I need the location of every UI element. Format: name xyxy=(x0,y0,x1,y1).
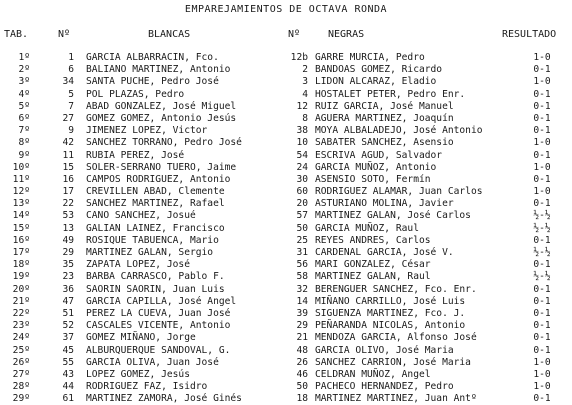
table-row xyxy=(0,223,572,235)
table-number: 19º xyxy=(12,271,30,283)
result: ½-½ xyxy=(533,222,551,234)
white-player: BARBA CARRASCO, Pablo F. xyxy=(86,271,225,283)
header-white: BLANCAS xyxy=(148,29,191,40)
header-no2: Nº xyxy=(288,29,301,40)
table-row xyxy=(0,345,572,357)
table-row xyxy=(0,210,572,222)
table-row xyxy=(0,76,572,88)
black-player: MARTINEZ GALAN, Raul xyxy=(315,271,431,283)
result: 1-0 xyxy=(533,381,551,393)
black-player: PEÑARANDA NICOLAS, Antonio xyxy=(315,320,466,332)
black-player: LIDON ALCARAZ, Eladio xyxy=(315,76,437,88)
black-number: 58 xyxy=(296,271,308,283)
result: 0-1 xyxy=(533,64,551,76)
white-player: GARCIA ALBARRACIN, Fco. xyxy=(86,52,219,63)
white-player: POL PLAZAS, Pedro xyxy=(86,88,185,100)
black-player: GARCIA MUÑOZ, Raul xyxy=(315,222,419,234)
white-player: SANCHEZ TORRANO, Pedro José xyxy=(86,137,242,149)
black-number: 54 xyxy=(296,149,308,161)
table-row xyxy=(0,52,572,64)
black-player: RODRIGUEZ ALAMAR, Juan Carlos xyxy=(315,186,483,198)
white-number: 9 xyxy=(68,125,74,137)
black-number: 60 xyxy=(296,186,308,198)
table-number: 27º xyxy=(12,368,30,380)
white-number: 55 xyxy=(62,356,74,368)
white-player: ZAPATA LOPEZ, José xyxy=(86,259,190,271)
white-player: GOMEZ MIÑANO, Jorge xyxy=(86,332,196,344)
white-player: SOLER-SERRANO TUERO, Jaime xyxy=(86,161,237,173)
white-player: CREVILLEN ABAD, Clemente xyxy=(86,186,225,198)
result: 0-1 xyxy=(533,332,551,344)
black-player: MOYA ALBALADEJO, José Antonio xyxy=(315,125,483,137)
black-player: GARRE MURCIA, Pedro xyxy=(315,52,425,63)
white-number: 36 xyxy=(62,283,74,295)
table-number: 8º xyxy=(18,137,30,149)
white-player: ABAD GONZALEZ, José Miguel xyxy=(86,100,237,112)
table-row xyxy=(0,332,572,344)
table-number: 24º xyxy=(12,332,30,344)
result: 0-1 xyxy=(533,283,551,295)
black-player: GARCIA OLIVO, José Maria xyxy=(315,344,454,356)
white-number: 11 xyxy=(62,149,74,161)
white-player: CASCALES VICENTE, Antonio xyxy=(86,320,231,332)
white-number: 47 xyxy=(62,295,74,307)
white-number: 17 xyxy=(62,186,74,198)
black-number: 20 xyxy=(296,198,308,210)
black-number: 12 xyxy=(296,100,308,112)
white-player: GARCIA OLIVA, Juan José xyxy=(86,356,219,368)
result: 1-0 xyxy=(533,161,551,173)
table-number: 10º xyxy=(12,161,30,173)
table-row xyxy=(0,381,572,393)
white-number: 22 xyxy=(62,198,74,210)
table-row xyxy=(0,235,572,247)
white-number: 34 xyxy=(62,76,74,88)
white-number: 1 xyxy=(68,52,74,63)
page-title: EMPAREJAMIENTOS DE OCTAVA RONDA xyxy=(184,4,388,15)
result: 1-0 xyxy=(533,356,551,368)
black-number: 4 xyxy=(302,88,308,100)
white-number: 7 xyxy=(68,100,74,112)
table-row xyxy=(0,186,572,198)
black-player: MARTINEZ GALAN, José Carlos xyxy=(315,210,471,222)
table-row xyxy=(0,150,572,162)
black-player: MARI GONZALEZ, César xyxy=(315,259,431,271)
black-player: REYES ANDRES, Carlos xyxy=(315,234,431,246)
white-number: 27 xyxy=(62,112,74,124)
table-row xyxy=(0,357,572,369)
result: 0-1 xyxy=(533,125,551,137)
table-row xyxy=(0,284,572,296)
result: 0-1 xyxy=(533,234,551,246)
black-player: SANCHEZ CARRION, José Maria xyxy=(315,356,471,368)
result: 1-0 xyxy=(533,186,551,198)
table-number: 3º xyxy=(18,76,30,88)
white-number: 51 xyxy=(62,307,74,319)
result: 1-0 xyxy=(533,368,551,380)
white-player: GALIAN LAINEZ, Francisco xyxy=(86,222,225,234)
black-player: BERENGUER SANCHEZ, Fco. Enr. xyxy=(315,283,477,295)
result: ½-½ xyxy=(533,247,551,258)
white-player: SANCHEZ MARTINEZ, Rafael xyxy=(86,198,225,210)
black-player: ASTURIANO MOLINA, Javier xyxy=(315,198,454,210)
table-number: 15º xyxy=(12,222,30,234)
black-number: 30 xyxy=(296,173,308,185)
table-number: 18º xyxy=(12,259,30,271)
white-player: PEREZ LA CUEVA, Juan José xyxy=(86,307,231,319)
pairings-table xyxy=(0,52,572,405)
black-number: 32 xyxy=(296,283,308,295)
white-number: 42 xyxy=(62,137,74,149)
white-number: 15 xyxy=(62,161,74,173)
table-number: 17º xyxy=(12,247,30,258)
table-row xyxy=(0,101,572,113)
table-number: 28º xyxy=(12,381,30,393)
white-number: 44 xyxy=(62,381,74,393)
table-number: 11º xyxy=(12,173,30,185)
table-row xyxy=(0,162,572,174)
black-number: 10 xyxy=(296,137,308,149)
table-number: 5º xyxy=(18,100,30,112)
result: 0-1 xyxy=(533,320,551,332)
result: 1-0 xyxy=(533,137,551,149)
white-number: 53 xyxy=(62,210,74,222)
table-number: 2º xyxy=(18,64,30,76)
table-number: 12º xyxy=(12,186,30,198)
result: 0-1 xyxy=(533,259,551,271)
table-number: 14º xyxy=(12,210,30,222)
black-player: GARCIA MUÑOZ, Antonio xyxy=(315,161,437,173)
table-number: 21º xyxy=(12,295,30,307)
table-row xyxy=(0,198,572,210)
table-number: 6º xyxy=(18,112,30,124)
result: 1-0 xyxy=(533,76,551,88)
black-number: 46 xyxy=(296,368,308,380)
white-player: GARCIA CAPILLA, José Angel xyxy=(86,295,237,307)
table-number: 23º xyxy=(12,320,30,332)
black-number: 18 xyxy=(296,393,308,405)
black-player: ESCRIVA AGUD, Salvador xyxy=(315,149,443,161)
white-number: 6 xyxy=(68,64,74,76)
black-player: SIGUENZA MARTINEZ, Fco. J. xyxy=(315,307,466,319)
table-row xyxy=(0,308,572,320)
black-number: 14 xyxy=(296,295,308,307)
result: 0-1 xyxy=(533,173,551,185)
header-black: NEGRAS xyxy=(328,29,365,40)
table-number: 25º xyxy=(12,344,30,356)
black-player: AGUERA MARTINEZ, Joaquín xyxy=(315,112,454,124)
black-number: 8 xyxy=(302,112,308,124)
white-player: MARTINEZ GALAN, Sergio xyxy=(86,247,214,258)
table-row xyxy=(0,64,572,76)
result: 0-1 xyxy=(533,149,551,161)
white-number: 29 xyxy=(62,247,74,258)
result: 0-1 xyxy=(533,88,551,100)
table-number: 22º xyxy=(12,307,30,319)
black-number: 56 xyxy=(296,259,308,271)
table-row xyxy=(0,296,572,308)
black-number: 21 xyxy=(296,332,308,344)
table-number: 26º xyxy=(12,356,30,368)
black-number: 2 xyxy=(302,64,308,76)
table-number: 1º xyxy=(18,52,30,63)
black-player: SABATER SANCHEZ, Asensio xyxy=(315,137,454,149)
table-number: 7º xyxy=(18,125,30,137)
result: 1-0 xyxy=(533,52,551,63)
table-row xyxy=(0,89,572,101)
header-no: Nº xyxy=(58,29,71,40)
table-row xyxy=(0,369,572,381)
white-number: 16 xyxy=(62,173,74,185)
table-row xyxy=(0,271,572,283)
table-number: 13º xyxy=(12,198,30,210)
result: 0-1 xyxy=(533,307,551,319)
black-player: MARTINEZ MARTINEZ, Juan Antº xyxy=(315,393,477,405)
black-number: 24 xyxy=(296,161,308,173)
black-player: PACHECO HERNANDEZ, Pedro xyxy=(315,381,454,393)
result: 0-1 xyxy=(533,198,551,210)
black-number: 26 xyxy=(296,356,308,368)
black-player: BANDOAS GOMEZ, Ricardo xyxy=(315,64,443,76)
white-number: 49 xyxy=(62,234,74,246)
white-player: SANTA PUCHE, Pedro José xyxy=(86,76,219,88)
white-player: JIMENEZ LOPEZ, Victor xyxy=(86,125,208,137)
table-row xyxy=(0,247,572,259)
result: 0-1 xyxy=(533,100,551,112)
table-row xyxy=(0,174,572,186)
white-number: 35 xyxy=(62,259,74,271)
table-number: 20º xyxy=(12,283,30,295)
black-player: HOSTALET PETER, Pedro Enr. xyxy=(315,88,466,100)
white-player: SAORIN SAORIN, Juan Luis xyxy=(86,283,225,295)
table-row xyxy=(0,393,572,405)
table-row xyxy=(0,113,572,125)
black-player: CELDRAN MUÑOZ, Angel xyxy=(315,368,431,380)
black-player: RUIZ GARCIA, José Manuel xyxy=(315,100,454,112)
black-number: 57 xyxy=(296,210,308,222)
result: ½-½ xyxy=(533,271,551,283)
table-row xyxy=(0,320,572,332)
table-number: 4º xyxy=(18,88,30,100)
black-number: 38 xyxy=(296,125,308,137)
black-player: ASENSIO SOTO, Fermín xyxy=(315,173,431,185)
white-number: 43 xyxy=(62,368,74,380)
header-result: RESULTADO xyxy=(502,29,557,40)
table-number: 29º xyxy=(12,393,30,405)
header-tab: TAB. xyxy=(4,29,29,40)
white-player: CAMPOS RODRIGUEZ, Antonio xyxy=(86,173,231,185)
result: ½-½ xyxy=(533,210,551,222)
table-row xyxy=(0,259,572,271)
white-player: RUBIA PEREZ, José xyxy=(86,149,185,161)
black-number: 25 xyxy=(296,234,308,246)
white-number: 37 xyxy=(62,332,74,344)
black-player: MENDOZA GARCIA, Alfonso José xyxy=(315,332,477,344)
black-number: 50 xyxy=(296,381,308,393)
white-player: CANO SANCHEZ, Josué xyxy=(86,210,196,222)
black-number: 29 xyxy=(296,320,308,332)
white-player: ROSIQUE TABUENCA, Mario xyxy=(86,234,219,246)
white-number: 61 xyxy=(62,393,74,405)
white-number: 5 xyxy=(68,88,74,100)
white-player: BALIANO MARTINEZ, Antonio xyxy=(86,64,231,76)
black-player: MIÑANO CARRILLO, José Luis xyxy=(315,295,466,307)
table-row xyxy=(0,137,572,149)
table-number: 9º xyxy=(18,149,30,161)
white-number: 52 xyxy=(62,320,74,332)
table-row xyxy=(0,125,572,137)
result: 0-1 xyxy=(533,393,551,405)
result: 0-1 xyxy=(533,344,551,356)
result: 0-1 xyxy=(533,295,551,307)
white-number: 13 xyxy=(62,222,74,234)
white-player: ALBURQUERQUE SANDOVAL, G. xyxy=(86,344,231,356)
black-player: CARDENAL GARCIA, José V. xyxy=(315,247,454,258)
white-player: MARTINEZ ZAMORA, José Ginés xyxy=(86,393,242,405)
result: 0-1 xyxy=(533,112,551,124)
black-number: 39 xyxy=(296,307,308,319)
white-player: RODRIGUEZ FAZ, Isidro xyxy=(86,381,208,393)
white-number: 45 xyxy=(62,344,74,356)
black-number: 48 xyxy=(296,344,308,356)
black-number: 3 xyxy=(302,76,308,88)
white-number: 23 xyxy=(62,271,74,283)
white-player: LOPEZ GOMEZ, Jesús xyxy=(86,368,190,380)
black-number: 50 xyxy=(296,222,308,234)
black-number: 12b xyxy=(290,52,308,63)
table-number: 16º xyxy=(12,234,30,246)
black-number: 31 xyxy=(296,247,308,258)
white-player: GOMEZ GOMEZ, Antonio Jesús xyxy=(86,112,237,124)
